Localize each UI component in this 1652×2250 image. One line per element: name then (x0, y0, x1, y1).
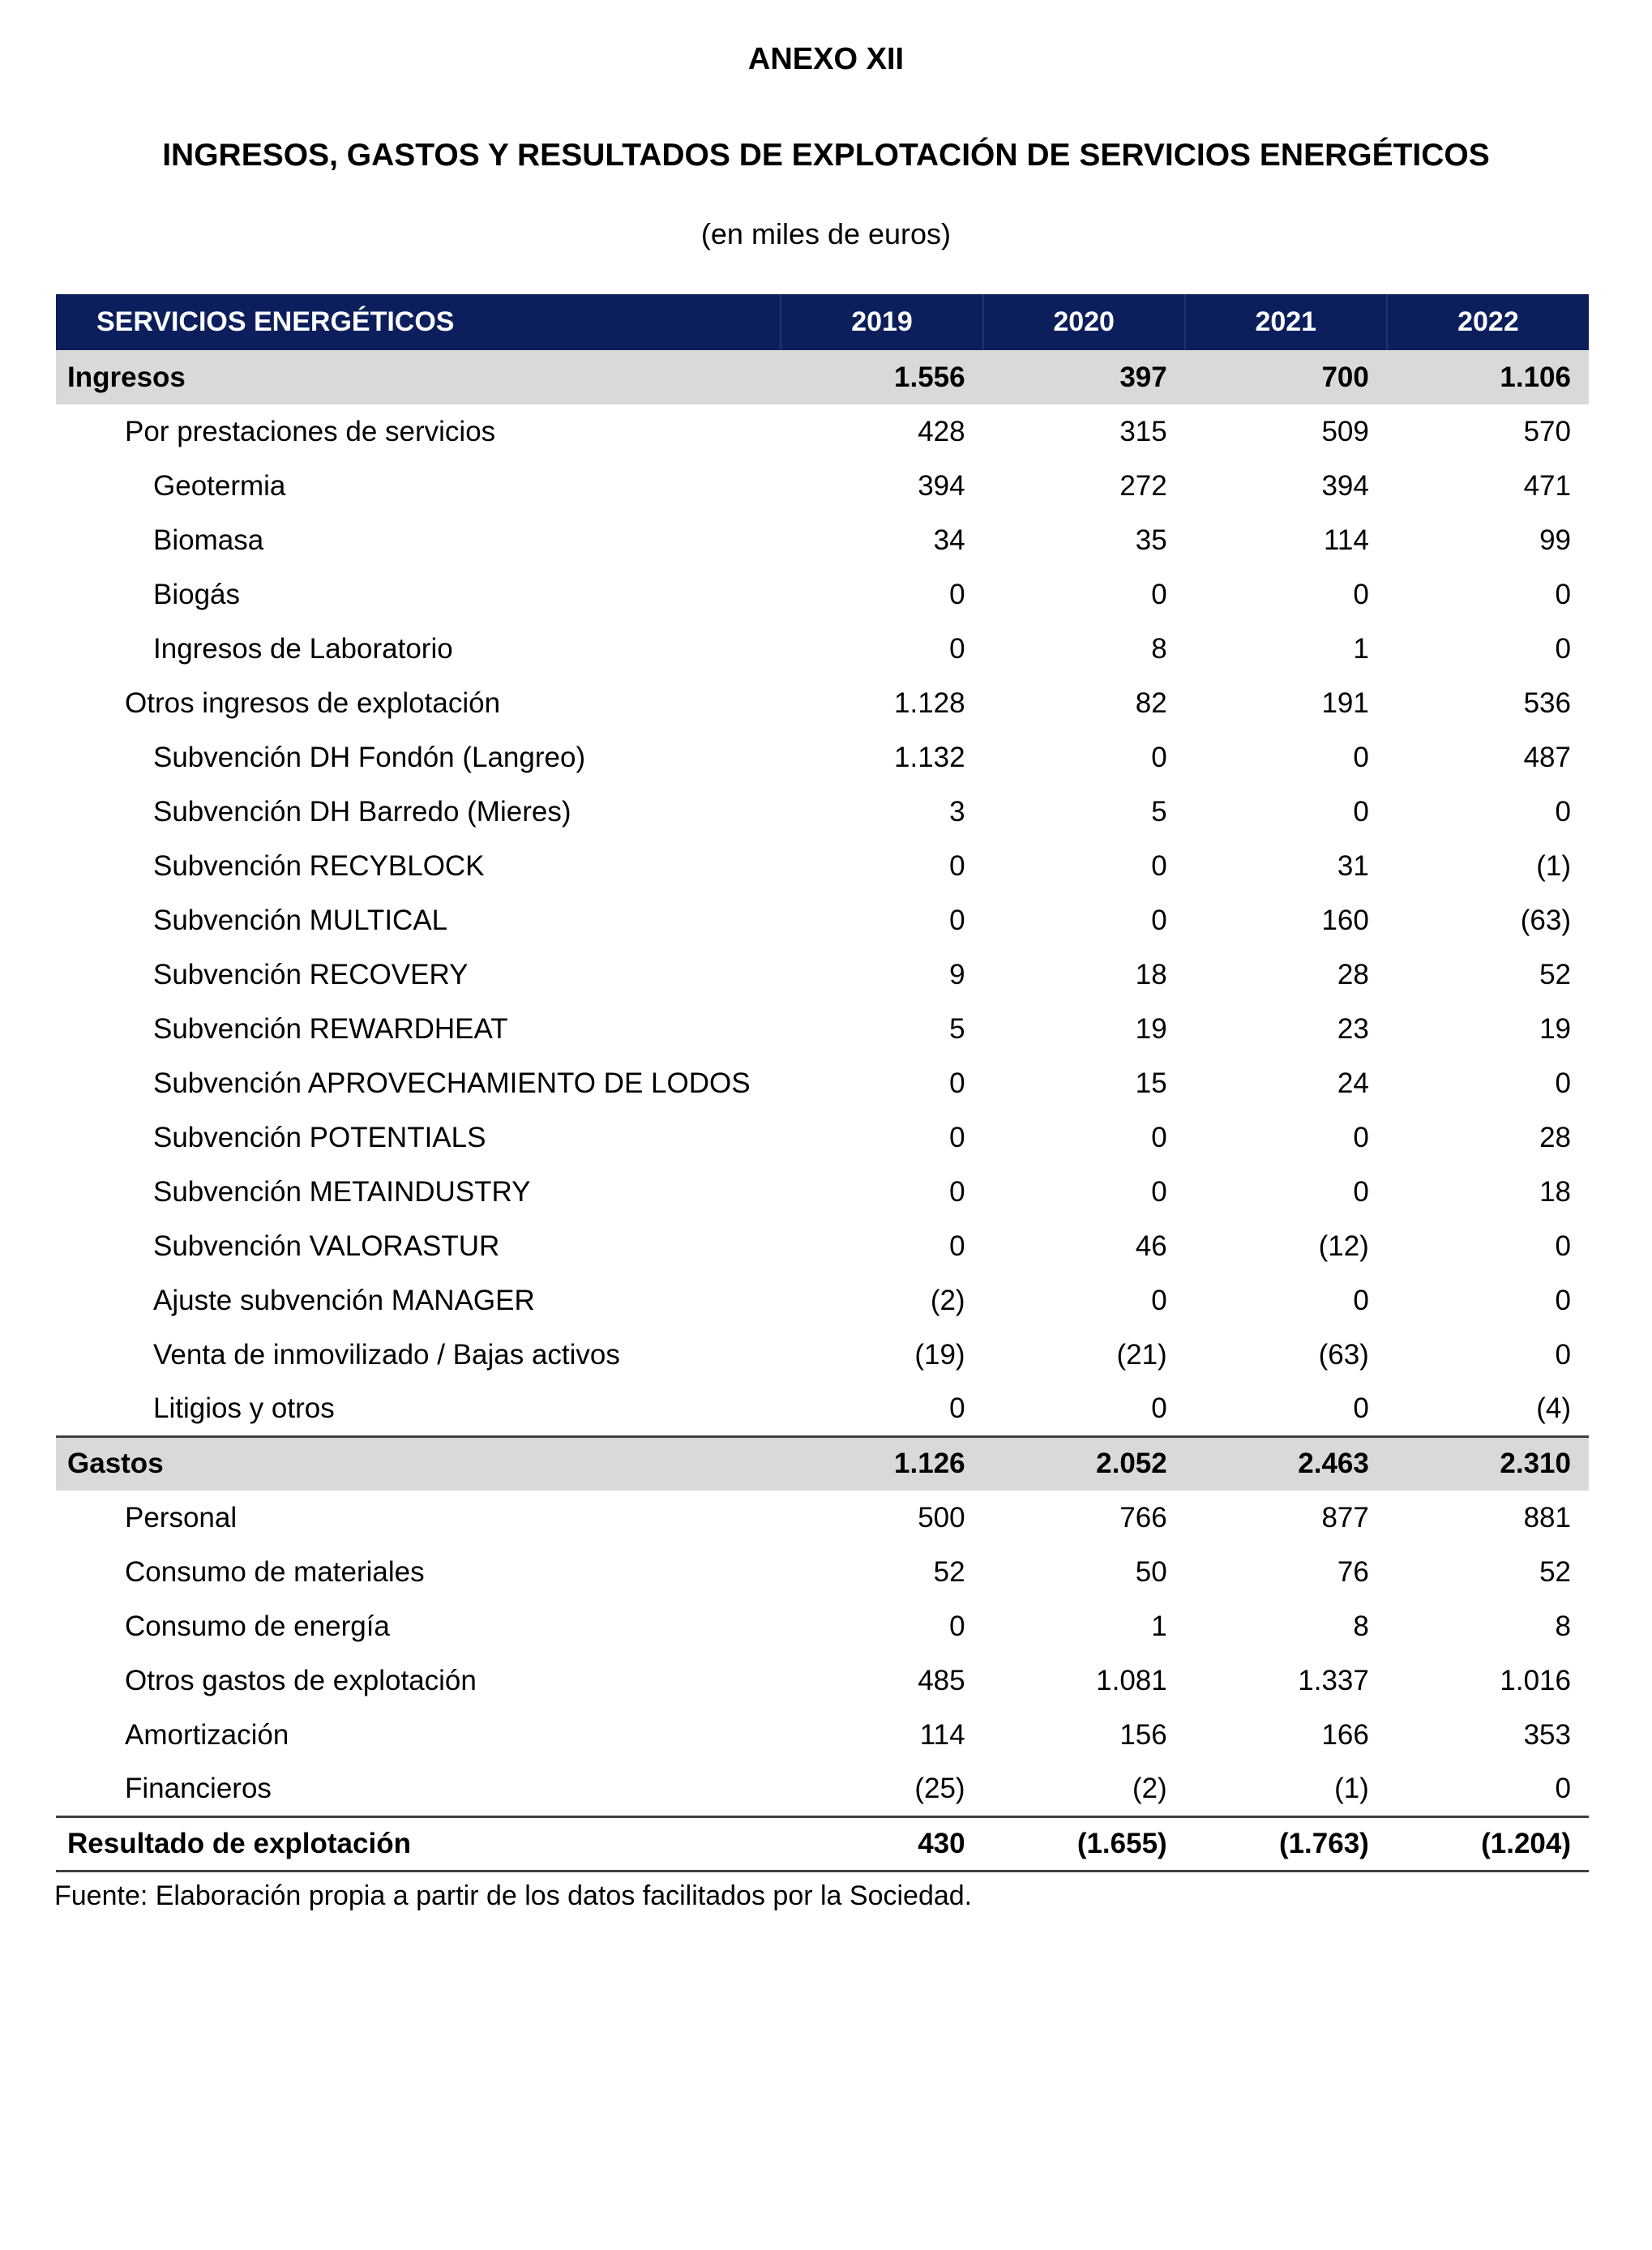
value-cell-2019: 0 (949, 1230, 965, 1262)
table-row (56, 459, 1589, 513)
value-cell-2022: 52 (1539, 1555, 1571, 1588)
value-cell-2021: 0 (1353, 1121, 1369, 1153)
table-row (56, 567, 1589, 622)
value-cell-2022: 18 (1539, 1175, 1571, 1208)
value-cell-2021: 31 (1337, 849, 1369, 882)
row-label: Geotermia (153, 469, 286, 502)
value-cell-2020: 35 (1135, 524, 1167, 556)
table-row (56, 1491, 1589, 1545)
value-cell-2021: 509 (1321, 415, 1369, 447)
table-row (56, 622, 1589, 676)
value-cell-2021: (63) (1318, 1338, 1369, 1371)
row-label: Biogás (153, 578, 241, 610)
value-cell-2022: 0 (1555, 578, 1571, 610)
header-cell-2022: 2022 (1387, 294, 1589, 350)
value-cell-2019: 34 (933, 524, 965, 556)
value-cell-2021: 166 (1321, 1718, 1369, 1751)
row-label: Ingresos de Laboratorio (153, 632, 453, 665)
value-cell-2022: 487 (1523, 741, 1571, 773)
table-row (56, 1165, 1589, 1219)
row-label: Subvención RECYBLOCK (153, 849, 485, 882)
row-label: Gastos (56, 1436, 781, 1491)
value-cell-2021: (1) (1334, 1772, 1369, 1804)
value-cell-2020: 156 (1119, 1718, 1167, 1751)
table-header-row (56, 294, 1589, 350)
row-label: Subvención METAINDUSTRY (153, 1175, 531, 1208)
value-cell-2021: 1.337 (1298, 1664, 1369, 1696)
value-cell-2019: 52 (933, 1555, 965, 1588)
value-cell-2022: 0 (1555, 1230, 1571, 1262)
value-cell-2019: (19) (914, 1338, 965, 1371)
value-cell-2022: 536 (1523, 687, 1571, 719)
value-cell-2019: 1.126 (781, 1436, 982, 1491)
table-header (56, 294, 1589, 350)
table-row (56, 1545, 1589, 1599)
value-cell-2020: 8 (1151, 632, 1167, 665)
row-label: Otros gastos de explotación (125, 1664, 477, 1696)
row-label: Subvención APROVECHAMIENTO DE LODOS (153, 1067, 751, 1099)
table-row (56, 1219, 1589, 1273)
value-cell-2020: 5 (1151, 795, 1167, 828)
value-cell-2022: 0 (1555, 1067, 1571, 1099)
value-cell-2020: 0 (1151, 1392, 1167, 1424)
value-cell-2020: 0 (1151, 849, 1167, 882)
value-cell-2021: 0 (1353, 795, 1369, 828)
row-label: Subvención VALORASTUR (153, 1230, 500, 1262)
value-cell-2022: (4) (1536, 1392, 1571, 1424)
value-cell-2022: 353 (1523, 1718, 1571, 1751)
row-label: Subvención POTENTIALS (153, 1121, 486, 1153)
row-label: Ingresos (56, 350, 781, 404)
value-cell-2021: 0 (1353, 578, 1369, 610)
table-row (56, 1328, 1589, 1382)
row-label: Subvención RECOVERY (153, 958, 469, 990)
value-cell-2020: 272 (1119, 469, 1167, 502)
section-row (56, 1436, 1589, 1491)
table-body (56, 350, 1589, 1871)
value-cell-2019: 500 (918, 1501, 965, 1534)
value-cell-2022: 28 (1539, 1121, 1571, 1153)
table-row (56, 785, 1589, 839)
value-cell-2021: 0 (1353, 741, 1369, 773)
value-cell-2020: 1 (1151, 1610, 1167, 1642)
value-cell-2020: 0 (1151, 1284, 1167, 1316)
value-cell-2019: 430 (781, 1816, 982, 1871)
value-cell-2021: 877 (1321, 1501, 1369, 1534)
source-note: Fuente: Elaboración propia a partir de los datos facilitados por la Sociedad. (54, 1880, 973, 1911)
value-cell-2021: 0 (1353, 1284, 1369, 1316)
header-cell-2020: 2020 (983, 294, 1185, 350)
results-table (56, 294, 1589, 1872)
value-cell-2021: 23 (1337, 1012, 1369, 1045)
header-cell-2019: 2019 (781, 294, 982, 350)
table-row (56, 1056, 1589, 1110)
table-row (56, 1382, 1589, 1436)
value-cell-2021: 8 (1353, 1610, 1369, 1642)
value-cell-2019: 5 (949, 1012, 965, 1045)
section-row (56, 350, 1589, 404)
value-cell-2019: 428 (918, 415, 965, 447)
value-cell-2021: 394 (1321, 469, 1369, 502)
value-cell-2020: (2) (1132, 1772, 1167, 1804)
value-cell-2022: 0 (1555, 1338, 1571, 1371)
document-subtitle: (en miles de euros) (700, 217, 952, 250)
value-cell-2022: 52 (1539, 958, 1571, 990)
value-cell-2019: 114 (919, 1718, 965, 1751)
row-label: Subvención DH Barredo (Mieres) (153, 795, 571, 828)
value-cell-2021: 114 (1324, 524, 1369, 556)
value-cell-2020: 397 (983, 350, 1185, 404)
value-cell-2021: 160 (1321, 904, 1369, 936)
value-cell-2021: (12) (1318, 1230, 1369, 1262)
row-label: Personal (125, 1501, 238, 1534)
value-cell-2020: 0 (1151, 578, 1167, 610)
value-cell-2020: 18 (1135, 958, 1167, 990)
table-row (56, 404, 1589, 459)
row-label: Subvención DH Fondón (Langreo) (153, 741, 586, 773)
value-cell-2021: 2.463 (1185, 1436, 1387, 1491)
row-label: Financieros (125, 1772, 272, 1804)
row-label: Consumo de energía (125, 1610, 390, 1642)
row-label: Amortización (125, 1718, 289, 1751)
value-cell-2022: 8 (1555, 1610, 1571, 1642)
value-cell-2020: 46 (1135, 1230, 1167, 1262)
value-cell-2020: 82 (1135, 687, 1167, 719)
value-cell-2020: 50 (1135, 1555, 1167, 1588)
value-cell-2022: 1.016 (1500, 1664, 1571, 1696)
value-cell-2020: 0 (1151, 1121, 1167, 1153)
table-row (56, 1599, 1589, 1653)
value-cell-2020: 15 (1135, 1067, 1167, 1099)
value-cell-2021: 1 (1353, 632, 1369, 665)
value-cell-2020: 19 (1135, 1012, 1167, 1045)
row-label: Resultado de explotación (56, 1816, 781, 1871)
value-cell-2019: 0 (949, 578, 965, 610)
value-cell-2022: 570 (1523, 415, 1571, 447)
table-row (56, 676, 1589, 730)
annex-title: ANEXO XII (747, 42, 905, 76)
value-cell-2022: (63) (1520, 904, 1571, 936)
value-cell-2022: 2.310 (1387, 1436, 1589, 1491)
value-cell-2019: 394 (918, 469, 965, 502)
value-cell-2021: 0 (1353, 1392, 1369, 1424)
value-cell-2022: 0 (1555, 795, 1571, 828)
value-cell-2019: 0 (949, 632, 965, 665)
value-cell-2020: (1.655) (983, 1816, 1185, 1871)
value-cell-2021: 28 (1337, 958, 1369, 990)
value-cell-2022: 0 (1555, 1284, 1571, 1316)
row-label: Subvención MULTICAL (153, 904, 448, 936)
value-cell-2022: 0 (1555, 1772, 1571, 1804)
value-cell-2022: 881 (1523, 1501, 1571, 1534)
row-label: Por prestaciones de servicios (125, 415, 496, 447)
value-cell-2019: 9 (949, 958, 965, 990)
table-row (56, 1762, 1589, 1816)
table-row (56, 1653, 1589, 1708)
total-row (56, 1816, 1589, 1871)
value-cell-2020: 2.052 (983, 1436, 1185, 1491)
header-cell-2021: 2021 (1185, 294, 1387, 350)
table-row (56, 947, 1589, 1002)
value-cell-2019: 3 (949, 795, 965, 828)
value-cell-2019: 0 (949, 1392, 965, 1424)
value-cell-2019: 0 (949, 849, 965, 882)
value-cell-2019: 0 (949, 1175, 965, 1208)
value-cell-2019: 0 (949, 904, 965, 936)
value-cell-2019: (25) (914, 1772, 965, 1804)
value-cell-2021: 700 (1185, 350, 1387, 404)
value-cell-2019: 0 (949, 1610, 965, 1642)
header-cell-label: SERVICIOS ENERGÉTICOS (96, 306, 455, 337)
table-row (56, 893, 1589, 947)
table-row (56, 1110, 1589, 1165)
value-cell-2020: 0 (1151, 741, 1167, 773)
value-cell-2022: 1.106 (1387, 350, 1589, 404)
value-cell-2022: (1.204) (1387, 1816, 1589, 1871)
value-cell-2019: 0 (949, 1067, 965, 1099)
value-cell-2020: 0 (1151, 904, 1167, 936)
value-cell-2021: 0 (1353, 1175, 1369, 1208)
value-cell-2020: 766 (1119, 1501, 1167, 1534)
row-label: Ajuste subvención MANAGER (153, 1284, 535, 1316)
document-title: INGRESOS, GASTOS Y RESULTADOS DE EXPLOTACIÓN DE SERVICIOS ENERGÉTICOS (162, 138, 1490, 173)
value-cell-2020: 315 (1119, 415, 1167, 447)
table-row (56, 513, 1589, 567)
value-cell-2019: 1.128 (894, 687, 965, 719)
value-cell-2022: 0 (1555, 632, 1571, 665)
table-row (56, 730, 1589, 785)
value-cell-2019: 1.556 (781, 350, 982, 404)
value-cell-2021: 191 (1321, 687, 1369, 719)
value-cell-2019: (2) (930, 1284, 965, 1316)
value-cell-2020: 1.081 (1096, 1664, 1167, 1696)
value-cell-2021: (1.763) (1185, 1816, 1387, 1871)
row-label: Venta de inmovilizado / Bajas activos (153, 1338, 620, 1371)
value-cell-2019: 485 (918, 1664, 965, 1696)
value-cell-2019: 0 (949, 1121, 965, 1153)
value-cell-2021: 76 (1337, 1555, 1369, 1588)
value-cell-2022: (1) (1536, 849, 1571, 882)
value-cell-2019: 1.132 (894, 741, 965, 773)
value-cell-2022: 471 (1523, 469, 1571, 502)
value-cell-2020: (21) (1116, 1338, 1167, 1371)
value-cell-2022: 19 (1539, 1012, 1571, 1045)
row-label: Litigios y otros (153, 1392, 335, 1424)
value-cell-2020: 0 (1151, 1175, 1167, 1208)
value-cell-2021: 24 (1337, 1067, 1369, 1099)
table-row (56, 1273, 1589, 1328)
row-label: Biomasa (153, 524, 264, 556)
table-row (56, 839, 1589, 893)
value-cell-2022: 99 (1539, 524, 1571, 556)
table-row (56, 1708, 1589, 1762)
row-label: Subvención REWARDHEAT (153, 1012, 508, 1045)
row-label: Otros ingresos de explotación (125, 687, 501, 719)
row-label: Consumo de materiales (125, 1555, 425, 1588)
table-row (56, 1002, 1589, 1056)
